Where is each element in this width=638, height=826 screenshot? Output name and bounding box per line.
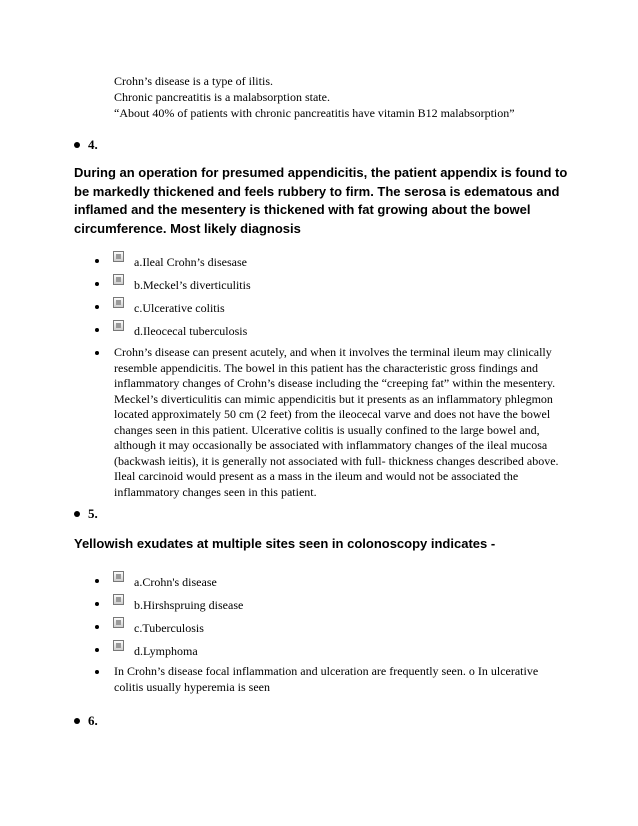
option-4b[interactable]: b.Meckel’s diverticulitis [95, 274, 575, 297]
question-4-text: During an operation for presumed appendicitis, the patient appendix is found to be markedly thickened and feels rubbery to firm. The serosa is edematous and inflamed and the mesentery is thickened with fat growing about the bowel circumference. Most likely diagnosis [74, 165, 568, 236]
radio-button-icon[interactable] [113, 594, 124, 605]
option-5b[interactable]: b.Hirshspruing disease [95, 594, 575, 617]
question-5-text: Yellowish exudates at multiple sites seen in colonoscopy indicates - [74, 536, 496, 551]
radio-button-icon[interactable] [113, 640, 124, 651]
option-5d[interactable]: d.Lymphoma [95, 640, 575, 663]
question-4-options [95, 251, 575, 343]
radio-button-icon[interactable] [113, 571, 124, 582]
option-4c[interactable]: c.Ulcerative colitis [95, 297, 575, 320]
intro-line: Crohn’s disease is a type of ilitis. [114, 74, 273, 88]
radio-button-icon[interactable] [113, 251, 124, 262]
question-5-explanation: In Crohn’s disease focal inflammation and ulceration are frequently seen. o In ulcerative colitis usually hyperemia is seen [95, 664, 565, 695]
bullet-icon [95, 282, 99, 286]
option-5a[interactable]: a.Crohn's disease [95, 571, 575, 594]
bullet-icon [95, 625, 99, 629]
bullet-icon [95, 648, 99, 652]
bullet-icon [74, 511, 80, 517]
bullet-icon [95, 602, 99, 606]
question-5-number: 5. [74, 505, 98, 523]
radio-button-icon[interactable] [113, 297, 124, 308]
question-4-number: 4. [74, 136, 98, 154]
bullet-icon [95, 328, 99, 332]
intro-notes [114, 73, 594, 121]
option-4a[interactable]: a.Ileal Crohn’s disesase [95, 251, 575, 274]
bullet-icon [95, 305, 99, 309]
bullet-icon [95, 351, 99, 355]
bullet-icon [95, 579, 99, 583]
bullet-icon [74, 718, 80, 724]
intro-line: Chronic pancreatitis is a malabsorption state. [114, 90, 330, 104]
question-4-explanation: Crohn’s disease can present acutely, and when it involves the terminal ileum may clinically resemble appendicitis. The bowel in this patient has the characteristic gross findings and inflammatory changes of Crohn’s disease including the “creeping fat” within the mesentery. Meckel’s diverticulitis can mimic appendicitis but it presents as an inflammatory phlegmon located approximately 50 cm (2 feet) from the ileocecal varve and does not have the bowel changes seen in this patient. Ulcerative colitis is usually confined to the large bowel and, although it may occasionally be associated with inflammatory changes of the ileal mucosa (backwash ieitis), it is generally not associated with full- thickness changes described above. Ileal carcinoid would present as a mass in the ileum and would not be associated the inflammatory changes seen in this patient. [95, 345, 565, 500]
intro-line: “About 40% of patients with chronic pancreatitis have vitamin B12 malabsorption” [114, 106, 515, 120]
bullet-icon [95, 670, 99, 674]
radio-button-icon[interactable] [113, 617, 124, 628]
bullet-icon [95, 259, 99, 263]
option-4d[interactable]: d.Ileocecal tuberculosis [95, 320, 575, 343]
question-6-number: 6. [74, 712, 98, 730]
bullet-icon [74, 142, 80, 148]
radio-button-icon[interactable] [113, 274, 124, 285]
question-5-options [95, 571, 575, 663]
option-5c[interactable]: c.Tuberculosis [95, 617, 575, 640]
radio-button-icon[interactable] [113, 320, 124, 331]
